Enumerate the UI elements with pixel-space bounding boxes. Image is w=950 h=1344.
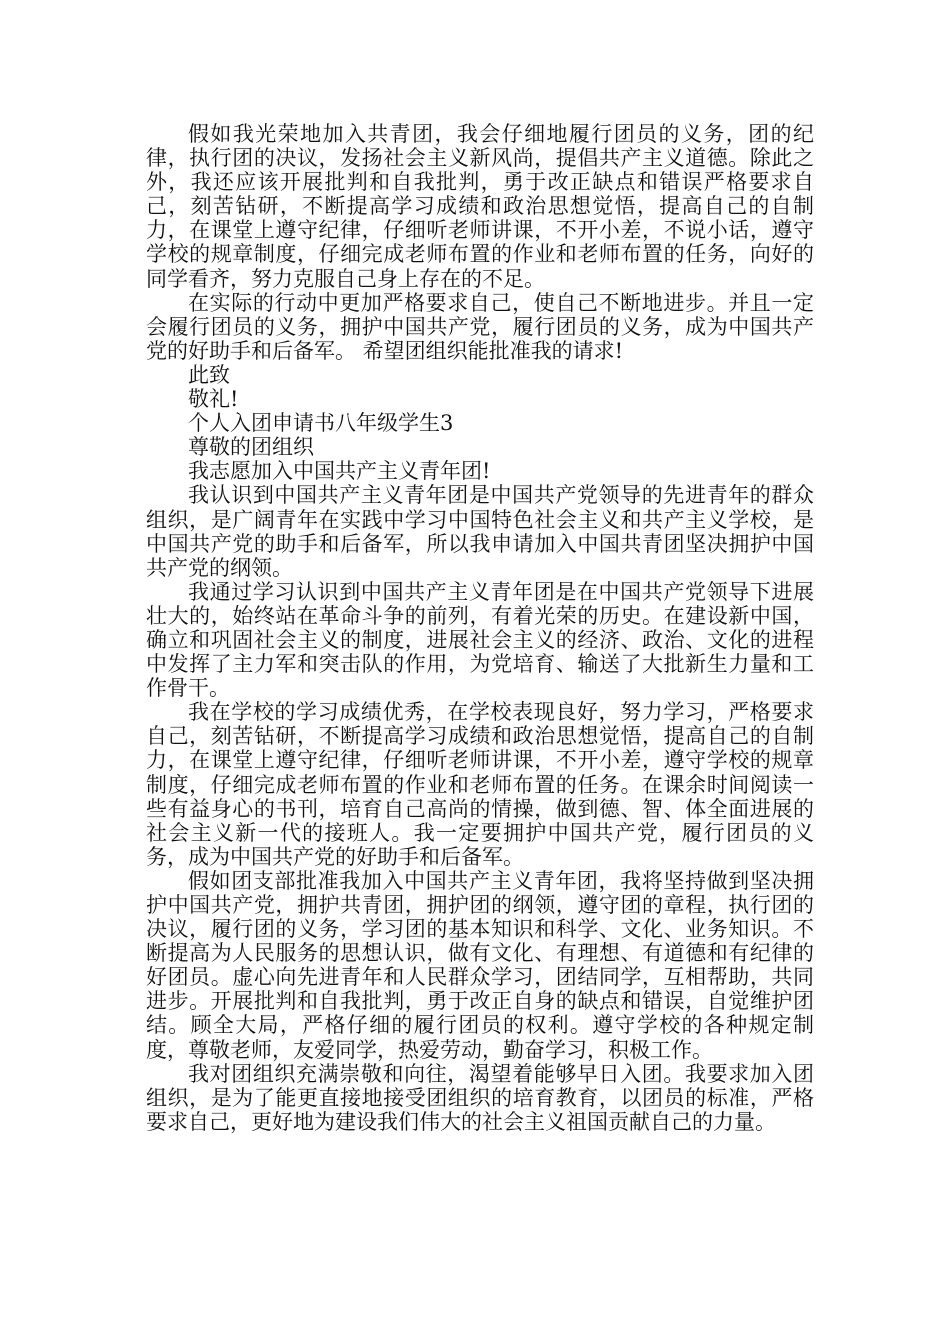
paragraph-6: 假如团支部批准我加入中国共产主义青年团，我将坚持做到坚决拥护中国共产党，拥护共青团，拥护团的纲领，遵守团的章程，执行团的决议，履行团的义务，学习团的基本知识和科学、文化、业务知识。不断提高为人民服务的思想认识，做有文化、有理想、有道德和有纪律的好团员。虚心向先进青年和人民群众学习，团结同学，互相帮助，共同进步。开展批判和自我批判，勇于改正自身的缺点和错误，自觉维护团结。顾全大局，严格仔细的履行团员的权利。遵守学校的各种规定制度，尊敬老师，友爱同学，热爱劳动，勤奋学习，积极工作。 (146, 868, 814, 1062)
paragraph-2: 在实际的行动中更加严格要求自己，使自己不断地进步。并且一定会履行团员的义务，拥护中国共产党，履行团员的义务，成为中国共产党的好助手和后备军。 希望团组织能批准我的请求! (146, 290, 814, 363)
paragraph-5: 我在学校的学习成绩优秀，在学校表现良好，努力学习，严格要求自己，刻苦钻研，不断提高学习成绩和政治思想觉悟，提高自己的自制力，在课堂上遵守纪律，仔细听老师讲课，不开小差，遵守学校的规章制度，仔细完成老师布置的作业和老师布置的任务。在课余时间阅读一些有益身心的书刊，培育自己高尚的情操，做到德、智、体全面进展的社会主义新一代的接班人。我一定要拥护中国共产党，履行团员的义务，成为中国共产党的好助手和后备军。 (146, 700, 814, 869)
closing-line-1: 此致 (188, 362, 230, 387)
salutation: 尊敬的团组织 (188, 435, 314, 460)
document-body (146, 122, 814, 1134)
paragraph-4: 我通过学习认识到中国共产主义青年团是在中国共产党领导下进展壮大的，始终站在革命斗争的前列，有着光荣的历史。在建设新中国，确立和巩固社会主义的制度，进展社会主义的经济、政治、文化的进程中发挥了主力军和突击队的作用，为党培育、输送了大批新生力量和工作骨干。 (146, 579, 814, 701)
paragraph-7: 我对团组织充满崇敬和向往，渴望着能够早日入团。我要求加入团组织，是为了能更直接地接受团组织的培育教育，以团员的标准，严格要求自己，更好地为建设我们伟大的社会主义祖国贡献自己的力量。 (146, 1061, 814, 1134)
closing-line-2: 敬礼! (188, 387, 239, 412)
section-title: 个人入团申请书八年级学生3 (188, 411, 454, 436)
intro-line: 我志愿加入中国共产主义青年团! (188, 459, 491, 484)
paragraph-3: 我认识到中国共产主义青年团是中国共产党领导的先进青年的群众组织，是广阔青年在实践中学习中国特色社会主义和共产主义学校，是中国共产党的助手和后备军，所以我申请加入中国共青团坚决拥护中国共产党的纲领。 (146, 483, 814, 580)
paragraph-1: 假如我光荣地加入共青团，我会仔细地履行团员的义务，团的纪律，执行团的决议，发扬社会主义新风尚，提倡共产主义道德。除此之外，我还应该开展批判和自我批判，勇于改正缺点和错误严格要求自己，刻苦钻研，不断提高学习成绩和政治思想觉悟，提高自己的自制力，在课堂上遵守纪律，仔细听老师讲课，不开小差，不说小话，遵守学校的规章制度，仔细完成老师布置的作业和老师布置的任务，向好的同学看齐，努力克服自己身上存在的不足。 (146, 122, 814, 291)
